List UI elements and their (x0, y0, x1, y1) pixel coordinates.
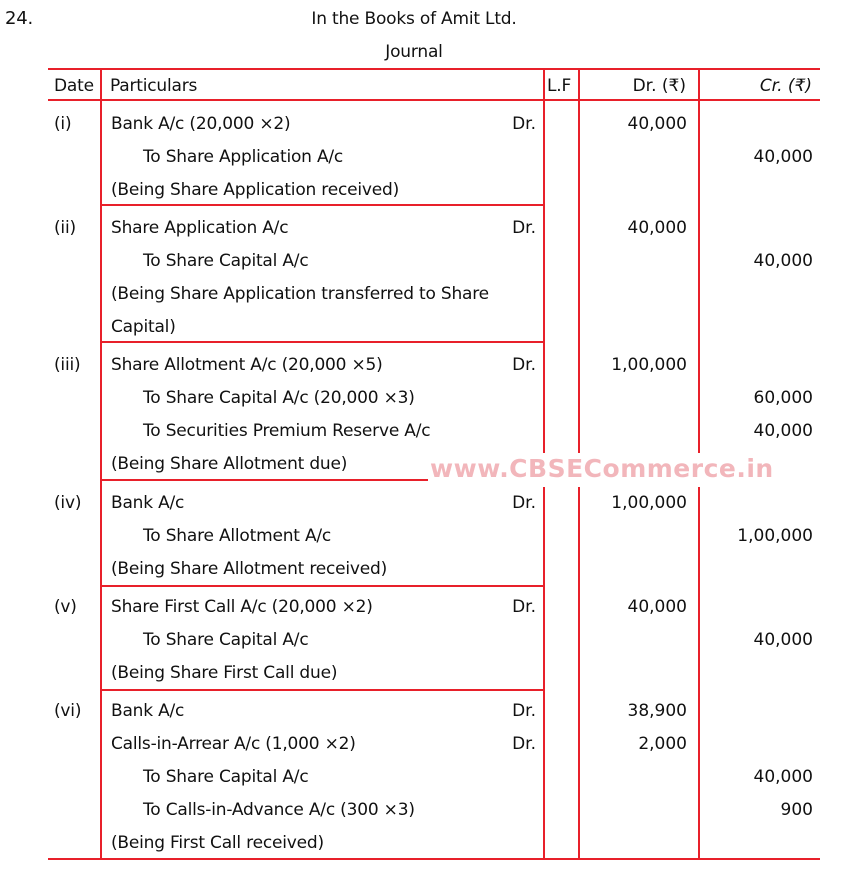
header-dr: Dr. (₹) (632, 76, 686, 96)
narration: (Being Share Application transferred to Share (111, 284, 489, 304)
entry-separator (100, 479, 428, 481)
debit-amount: 2,000 (638, 734, 687, 754)
credit-amount: 900 (780, 800, 813, 820)
entry-separator (100, 204, 545, 206)
dr-marker: Dr. (512, 493, 536, 513)
credit-amount: 40,000 (753, 251, 813, 271)
header-cr: Cr. (₹) (759, 76, 812, 96)
header-date: Date (54, 76, 94, 96)
credit-account: To Share Application A/c (143, 147, 344, 167)
narration: (Being First Call received) (111, 833, 324, 853)
debit-amount: 1,00,000 (611, 493, 687, 513)
credit-account: To Securities Premium Reserve A/c (143, 421, 431, 441)
debit-amount: 40,000 (627, 218, 687, 238)
credit-amount: 1,00,000 (737, 526, 813, 546)
narration: (Being Share First Call due) (111, 663, 338, 683)
narration: (Being Share Allotment received) (111, 559, 388, 579)
entry-date: (vi) (54, 701, 82, 721)
narration: (Being Share Allotment due) (111, 454, 348, 474)
debit-amount: 40,000 (627, 114, 687, 134)
debit-amount: 38,900 (627, 701, 687, 721)
header-particulars: Particulars (110, 76, 198, 96)
dr-marker: Dr. (512, 355, 536, 375)
entry-date: (ii) (54, 218, 76, 238)
entry-date: (iii) (54, 355, 81, 375)
debit-account: Share Allotment A/c (20,000 ×5) (111, 355, 383, 375)
dr-marker: Dr. (512, 701, 536, 721)
table-bottom-rule (48, 858, 820, 860)
narration: Capital) (111, 317, 176, 337)
credit-account: To Share Capital A/c (20,000 ×3) (143, 388, 415, 408)
dr-column-left-rule-lower (578, 487, 580, 860)
narration: (Being Share Application received) (111, 180, 400, 200)
entry-date: (v) (54, 597, 77, 617)
table-top-rule (48, 68, 820, 70)
question-number: 24. (5, 8, 34, 29)
credit-account: To Calls-in-Advance A/c (300 ×3) (143, 800, 415, 820)
header-lf: L.F (547, 76, 572, 96)
date-column-rule (100, 68, 102, 860)
credit-amount: 60,000 (753, 388, 813, 408)
dr-marker: Dr. (512, 114, 536, 134)
entry-date: (i) (54, 114, 72, 134)
entry-separator (100, 689, 545, 691)
credit-account: To Share Allotment A/c (143, 526, 332, 546)
cr-column-left-rule (698, 68, 700, 453)
debit-account: Calls-in-Arrear A/c (1,000 ×2) (111, 734, 356, 754)
debit-amount: 40,000 (627, 597, 687, 617)
journal-subtitle: Journal (385, 42, 443, 62)
credit-amount: 40,000 (753, 147, 813, 167)
debit-account: Bank A/c (20,000 ×2) (111, 114, 291, 134)
lf-column-left-rule (543, 68, 545, 453)
cr-column-left-rule-lower (698, 487, 700, 860)
entry-date: (iv) (54, 493, 82, 513)
debit-account: Bank A/c (111, 493, 185, 513)
credit-amount: 40,000 (753, 767, 813, 787)
entry-separator (100, 341, 545, 343)
entry-separator (100, 585, 545, 587)
debit-amount: 1,00,000 (611, 355, 687, 375)
dr-marker: Dr. (512, 734, 536, 754)
lf-column-left-rule-lower (543, 487, 545, 860)
dr-column-left-rule (578, 68, 580, 453)
dr-marker: Dr. (512, 218, 536, 238)
credit-amount: 40,000 (753, 421, 813, 441)
page-title: In the Books of Amit Ltd. (311, 9, 517, 29)
dr-marker: Dr. (512, 597, 536, 617)
credit-account: To Share Capital A/c (143, 251, 309, 271)
debit-account: Bank A/c (111, 701, 185, 721)
header-bottom-rule (48, 99, 820, 101)
watermark: www.CBSECommerce.in (430, 454, 774, 483)
credit-account: To Share Capital A/c (143, 630, 309, 650)
credit-account: To Share Capital A/c (143, 767, 309, 787)
credit-amount: 40,000 (753, 630, 813, 650)
debit-account: Share Application A/c (111, 218, 289, 238)
debit-account: Share First Call A/c (20,000 ×2) (111, 597, 373, 617)
